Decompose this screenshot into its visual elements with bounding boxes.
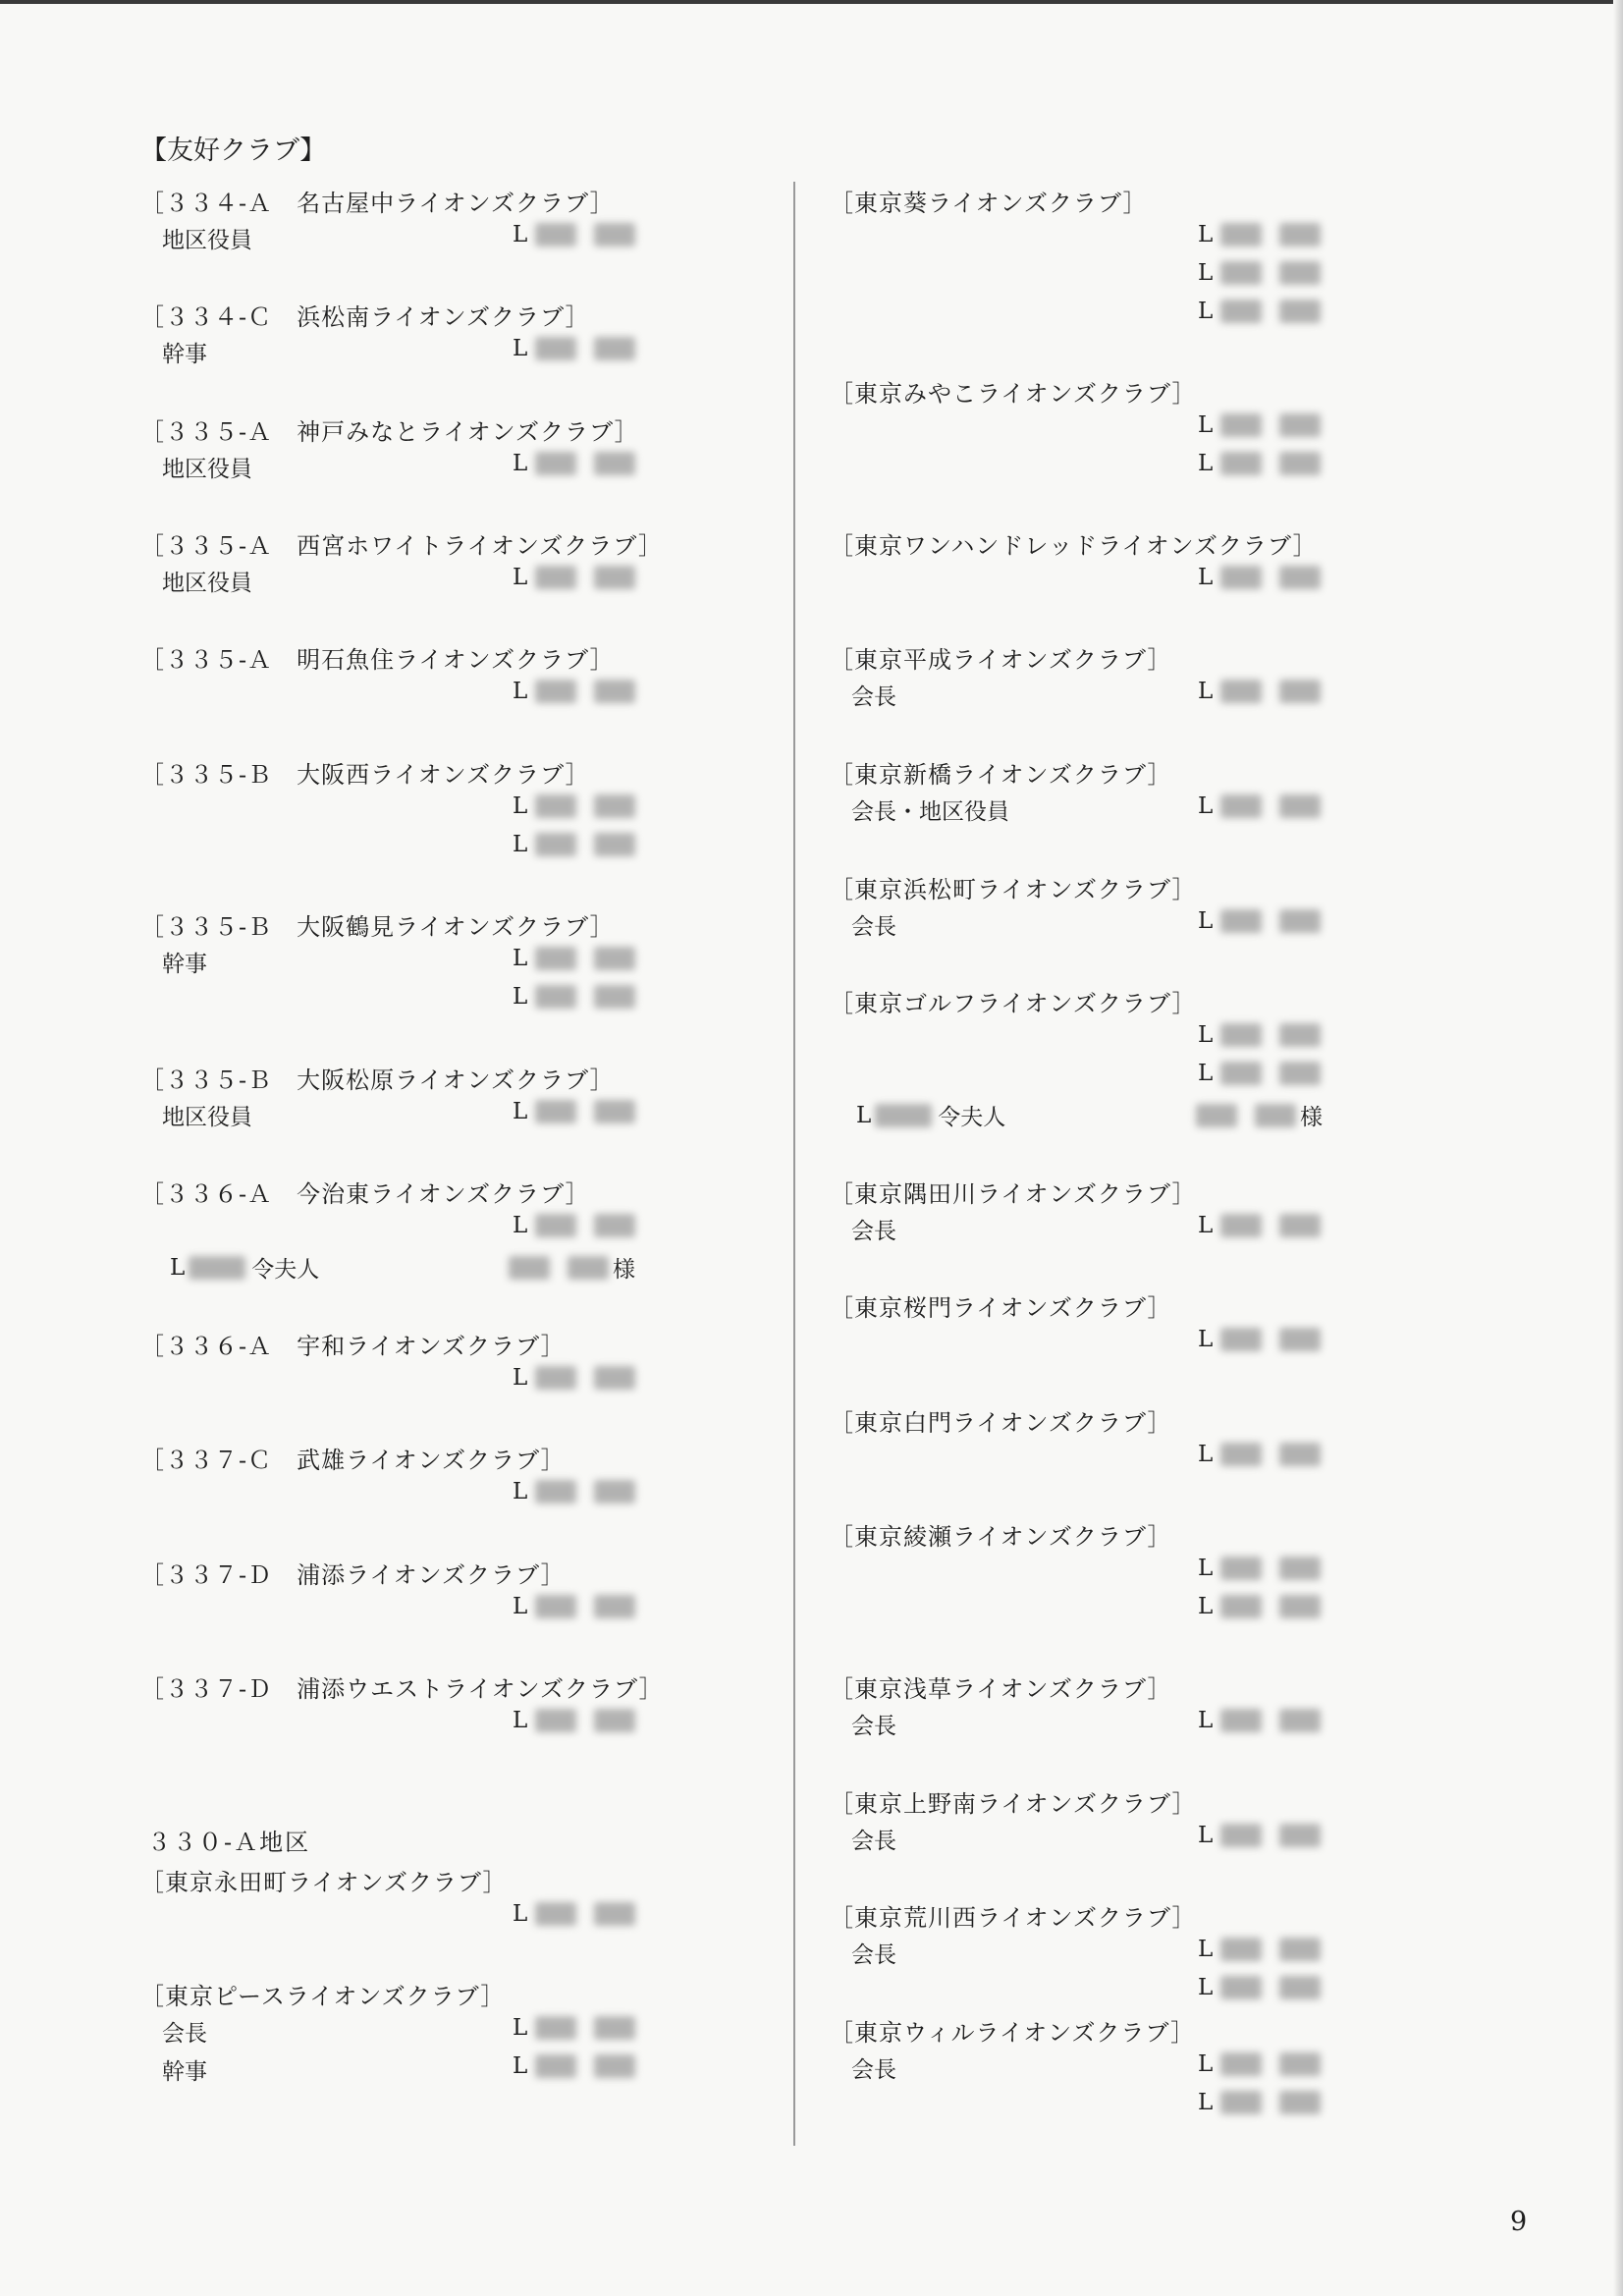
redacted-surname — [1220, 1443, 1262, 1466]
member-role: 地区役員 — [162, 571, 252, 596]
redacted-surname — [535, 680, 576, 703]
member-name — [513, 1099, 635, 1124]
member-role: 会長 — [851, 914, 896, 940]
member-prefix: L — [1198, 908, 1214, 934]
honorific-title: 令夫人 — [251, 1257, 320, 1283]
member-role: 会長 — [851, 684, 896, 710]
redacted-given-name — [1279, 1328, 1321, 1351]
redacted-surname — [1220, 1328, 1262, 1351]
club-heading: ［東京綾瀬ライオンズクラブ］ — [830, 1523, 1172, 1551]
redacted-surname — [535, 1480, 576, 1503]
member-prefix: L — [513, 1213, 528, 1238]
club-heading: ［東京隅田川ライオンズクラブ］ — [830, 1180, 1197, 1208]
redacted-given-name — [1279, 1938, 1321, 1961]
redacted-surname — [535, 1902, 576, 1926]
redacted-surname — [1220, 909, 1262, 933]
member-name — [513, 984, 635, 1010]
club-heading: ［東京白門ライオンズクラブ］ — [830, 1409, 1172, 1437]
member-name — [1198, 1823, 1321, 1848]
redacted-name — [875, 1104, 932, 1127]
member-prefix: L — [1198, 412, 1214, 438]
member-role: 会長 — [851, 1942, 896, 1968]
redacted-given-name — [594, 223, 635, 246]
member-role: 地区役員 — [162, 457, 252, 482]
member-prefix: L — [1198, 299, 1214, 324]
member-name — [513, 451, 635, 476]
member-prefix: L — [513, 451, 528, 476]
redacted-given-name — [1279, 261, 1321, 285]
club-heading: ［東京上野南ライオンズクラブ］ — [830, 1790, 1197, 1818]
redacted-given-name — [1279, 1443, 1321, 1466]
redacted-given-name — [568, 1256, 609, 1280]
member-name — [1198, 299, 1321, 324]
club-heading: ［東京永田町ライオンズクラブ］ — [140, 1869, 508, 1896]
member-prefix: L — [513, 222, 528, 247]
member-prefix: L — [856, 1102, 872, 1128]
club-heading: ［３３５-Ａ 西宮ホワイトライオンズクラブ］ — [140, 532, 663, 560]
redacted-given-name — [594, 1100, 635, 1123]
member-name — [513, 222, 635, 247]
spouse-name — [1196, 1099, 1323, 1131]
redacted-surname — [1220, 261, 1262, 285]
redacted-given-name — [1279, 2091, 1321, 2114]
club-heading: ［３３４-Ａ 名古屋中ライオンズクラブ］ — [140, 190, 615, 217]
redacted-given-name — [594, 1366, 635, 1390]
redacted-surname — [535, 794, 576, 818]
member-name — [1198, 1937, 1321, 1962]
redacted-surname — [1220, 1557, 1262, 1580]
redacted-surname — [1220, 566, 1262, 589]
club-heading: ［３３６-Ａ 今治東ライオンズクラブ］ — [140, 1180, 590, 1208]
member-name — [1198, 451, 1321, 476]
redacted-surname — [535, 833, 576, 856]
page-number: 9 — [1510, 2207, 1528, 2237]
member-name — [1198, 260, 1321, 286]
redacted-surname — [1220, 680, 1262, 703]
section-title: 【友好クラブ】 — [140, 136, 327, 166]
member-name — [513, 832, 635, 857]
member-prefix: L — [1198, 1022, 1214, 1048]
redacted-surname — [535, 1595, 576, 1618]
scan-edge-right — [1613, 0, 1623, 2296]
redacted-surname — [535, 985, 576, 1009]
member-prefix: L — [513, 1365, 528, 1391]
redacted-given-name — [1279, 794, 1321, 818]
member-prefix: L — [1198, 260, 1214, 286]
redacted-given-name — [1255, 1104, 1296, 1127]
redacted-surname — [535, 566, 576, 589]
club-heading: ［３３５-Ａ 明石魚住ライオンズクラブ］ — [140, 646, 615, 674]
club-heading: ［東京新橋ライオンズクラブ］ — [830, 761, 1172, 789]
club-heading: ［東京浜松町ライオンズクラブ］ — [830, 876, 1197, 903]
member-name — [513, 1594, 635, 1619]
redacted-surname — [1220, 1824, 1262, 1847]
redacted-given-name — [594, 337, 635, 360]
redacted-surname — [535, 947, 576, 970]
spouse-of-member — [856, 1099, 1005, 1131]
district-heading: ３３０-Ａ地区 — [147, 1829, 311, 1856]
redacted-surname — [1220, 1976, 1262, 1999]
redacted-surname — [1220, 1938, 1262, 1961]
honorific-sama: 様 — [1300, 1105, 1323, 1130]
redacted-given-name — [1279, 300, 1321, 323]
redacted-name — [189, 1256, 245, 1280]
member-prefix: L — [1198, 1556, 1214, 1581]
redacted-surname — [535, 2054, 576, 2078]
redacted-surname — [1220, 794, 1262, 818]
redacted-surname — [1220, 1595, 1262, 1618]
club-heading: ［東京ワンハンドレッドライオンズクラブ］ — [830, 532, 1318, 560]
member-role: 会長・地区役員 — [851, 799, 1009, 825]
redacted-surname — [535, 1709, 576, 1732]
redacted-surname — [535, 337, 576, 360]
member-role: 地区役員 — [162, 228, 252, 253]
member-role: 地区役員 — [162, 1105, 252, 1130]
redacted-surname — [535, 1214, 576, 1237]
redacted-surname — [535, 1100, 576, 1123]
member-name — [1198, 2051, 1321, 2077]
member-name — [513, 1365, 635, 1391]
redacted-surname — [535, 452, 576, 475]
club-heading: ［３３７-Ｄ 浦添ウエストライオンズクラブ］ — [140, 1675, 664, 1703]
club-heading: ［東京平成ライオンズクラブ］ — [830, 646, 1172, 674]
redacted-given-name — [1279, 2052, 1321, 2076]
member-prefix: L — [513, 2015, 528, 2041]
member-role: 幹事 — [162, 342, 207, 367]
member-role: 幹事 — [162, 952, 207, 977]
spouse-name — [509, 1251, 635, 1284]
club-heading: ［３３６-Ａ 宇和ライオンズクラブ］ — [140, 1333, 566, 1360]
member-name — [1198, 1327, 1321, 1352]
club-heading: ［東京ゴルフライオンズクラブ］ — [830, 990, 1197, 1017]
member-prefix: L — [1198, 1442, 1214, 1467]
member-name — [513, 2015, 635, 2041]
member-name — [1198, 1213, 1321, 1238]
honorific-title: 令夫人 — [938, 1105, 1006, 1130]
redacted-given-name — [1279, 413, 1321, 437]
redacted-surname — [1220, 452, 1262, 475]
club-heading: ［東京ピースライオンズクラブ］ — [140, 1983, 506, 2010]
member-name — [1198, 1708, 1321, 1733]
member-name — [513, 793, 635, 819]
member-role: 会長 — [851, 1829, 896, 1854]
member-prefix: L — [513, 1708, 528, 1733]
redacted-surname — [535, 1366, 576, 1390]
member-name — [1198, 412, 1321, 438]
member-prefix: L — [513, 984, 528, 1010]
member-name — [513, 1479, 635, 1504]
member-prefix: L — [1198, 1937, 1214, 1962]
member-prefix: L — [1198, 1213, 1214, 1238]
redacted-given-name — [1279, 452, 1321, 475]
member-prefix: L — [513, 1901, 528, 1927]
club-heading: ［東京荒川西ライオンズクラブ］ — [830, 1904, 1197, 1932]
member-prefix: L — [1198, 679, 1214, 704]
redacted-surname — [1220, 1214, 1262, 1237]
redacted-given-name — [1279, 909, 1321, 933]
member-name — [513, 2053, 635, 2079]
redacted-given-name — [594, 985, 635, 1009]
member-prefix: L — [1198, 222, 1214, 247]
club-heading: ［３３５-Ｂ 大阪西ライオンズクラブ］ — [140, 761, 590, 789]
redacted-surname — [1220, 1023, 1262, 1047]
member-name — [513, 1901, 635, 1927]
member-name — [1198, 793, 1321, 819]
club-heading: ［３３５-Ｂ 大阪松原ライオンズクラブ］ — [140, 1066, 615, 1094]
member-prefix: L — [513, 832, 528, 857]
member-prefix: L — [513, 793, 528, 819]
club-heading: ［３３５-Ａ 神戸みなとライオンズクラブ］ — [140, 418, 639, 446]
redacted-given-name — [594, 680, 635, 703]
redacted-surname — [535, 2016, 576, 2040]
member-prefix: L — [1198, 1594, 1214, 1619]
redacted-given-name — [1279, 566, 1321, 589]
member-prefix: L — [1198, 1823, 1214, 1848]
redacted-given-name — [1279, 1595, 1321, 1618]
member-prefix: L — [1198, 1327, 1214, 1352]
member-prefix: L — [513, 946, 528, 971]
redacted-given-name — [594, 1595, 635, 1618]
redacted-surname — [1220, 1062, 1262, 1085]
member-name — [1198, 2090, 1321, 2115]
member-name — [513, 565, 635, 590]
member-prefix: L — [513, 565, 528, 590]
member-prefix: L — [1198, 1708, 1214, 1733]
column-divider — [793, 182, 795, 2146]
redacted-surname — [1220, 413, 1262, 437]
redacted-given-name — [594, 2054, 635, 2078]
spouse-of-member — [170, 1251, 319, 1284]
member-role: 会長 — [851, 1219, 896, 1244]
redacted-given-name — [594, 1214, 635, 1237]
member-name — [1198, 1556, 1321, 1581]
redacted-surname — [509, 1256, 550, 1280]
member-name — [513, 679, 635, 704]
member-prefix: L — [1198, 1061, 1214, 1086]
redacted-given-name — [594, 1902, 635, 1926]
member-prefix: L — [513, 336, 528, 361]
member-name — [1198, 679, 1321, 704]
club-heading: ［東京みやこライオンズクラブ］ — [830, 380, 1197, 408]
redacted-surname — [1220, 223, 1262, 246]
club-heading: ［３３７-Ｃ 武雄ライオンズクラブ］ — [140, 1447, 566, 1474]
member-name — [1198, 1975, 1321, 2000]
club-heading: ［３３４-Ｃ 浜松南ライオンズクラブ］ — [140, 303, 590, 331]
redacted-given-name — [1279, 1976, 1321, 1999]
member-prefix: L — [170, 1254, 186, 1281]
redacted-surname — [1220, 300, 1262, 323]
member-role: 会長 — [162, 2021, 207, 2047]
member-prefix: L — [513, 1479, 528, 1504]
member-prefix: L — [1198, 1975, 1214, 2000]
redacted-given-name — [1279, 1062, 1321, 1085]
member-name — [513, 946, 635, 971]
member-name — [1198, 1594, 1321, 1619]
member-name — [1198, 222, 1321, 247]
redacted-given-name — [594, 2016, 635, 2040]
club-heading: ［３３５-Ｂ 大阪鶴見ライオンズクラブ］ — [140, 913, 615, 941]
club-heading: ［東京浅草ライオンズクラブ］ — [830, 1675, 1172, 1703]
redacted-given-name — [1279, 1557, 1321, 1580]
member-role: 会長 — [851, 1714, 896, 1739]
member-name — [1198, 908, 1321, 934]
member-prefix: L — [1198, 565, 1214, 590]
redacted-given-name — [594, 566, 635, 589]
member-name — [513, 336, 635, 361]
member-name — [1198, 1061, 1321, 1086]
redacted-surname — [1220, 1709, 1262, 1732]
honorific-sama: 様 — [613, 1257, 635, 1283]
member-name — [1198, 1442, 1321, 1467]
member-prefix: L — [513, 2053, 528, 2079]
member-prefix: L — [1198, 2090, 1214, 2115]
club-heading: ［東京葵ライオンズクラブ］ — [830, 190, 1148, 217]
redacted-given-name — [594, 947, 635, 970]
member-prefix: L — [1198, 2051, 1214, 2077]
club-heading: ［３３７-Ｄ 浦添ライオンズクラブ］ — [140, 1561, 566, 1589]
redacted-surname — [535, 223, 576, 246]
redacted-given-name — [594, 1480, 635, 1503]
redacted-given-name — [1279, 1824, 1321, 1847]
redacted-surname — [1220, 2091, 1262, 2114]
redacted-given-name — [594, 794, 635, 818]
member-name — [513, 1708, 635, 1733]
redacted-given-name — [594, 1709, 635, 1732]
member-prefix: L — [513, 1594, 528, 1619]
redacted-surname — [1220, 2052, 1262, 2076]
redacted-given-name — [1279, 1709, 1321, 1732]
club-heading: ［東京ウィルライオンズクラブ］ — [830, 2019, 1196, 2047]
member-name — [1198, 1022, 1321, 1048]
scan-edge-top — [0, 0, 1623, 4]
member-role: 幹事 — [162, 2059, 207, 2085]
redacted-given-name — [1279, 680, 1321, 703]
redacted-given-name — [594, 833, 635, 856]
redacted-surname — [1196, 1104, 1237, 1127]
redacted-given-name — [1279, 223, 1321, 246]
redacted-given-name — [1279, 1023, 1321, 1047]
member-name — [513, 1213, 635, 1238]
club-heading: ［東京桜門ライオンズクラブ］ — [830, 1294, 1172, 1322]
redacted-given-name — [594, 452, 635, 475]
member-name — [1198, 565, 1321, 590]
member-prefix: L — [513, 679, 528, 704]
member-prefix: L — [1198, 451, 1214, 476]
member-role: 会長 — [851, 2057, 896, 2083]
redacted-given-name — [1279, 1214, 1321, 1237]
member-prefix: L — [513, 1099, 528, 1124]
member-prefix: L — [1198, 793, 1214, 819]
